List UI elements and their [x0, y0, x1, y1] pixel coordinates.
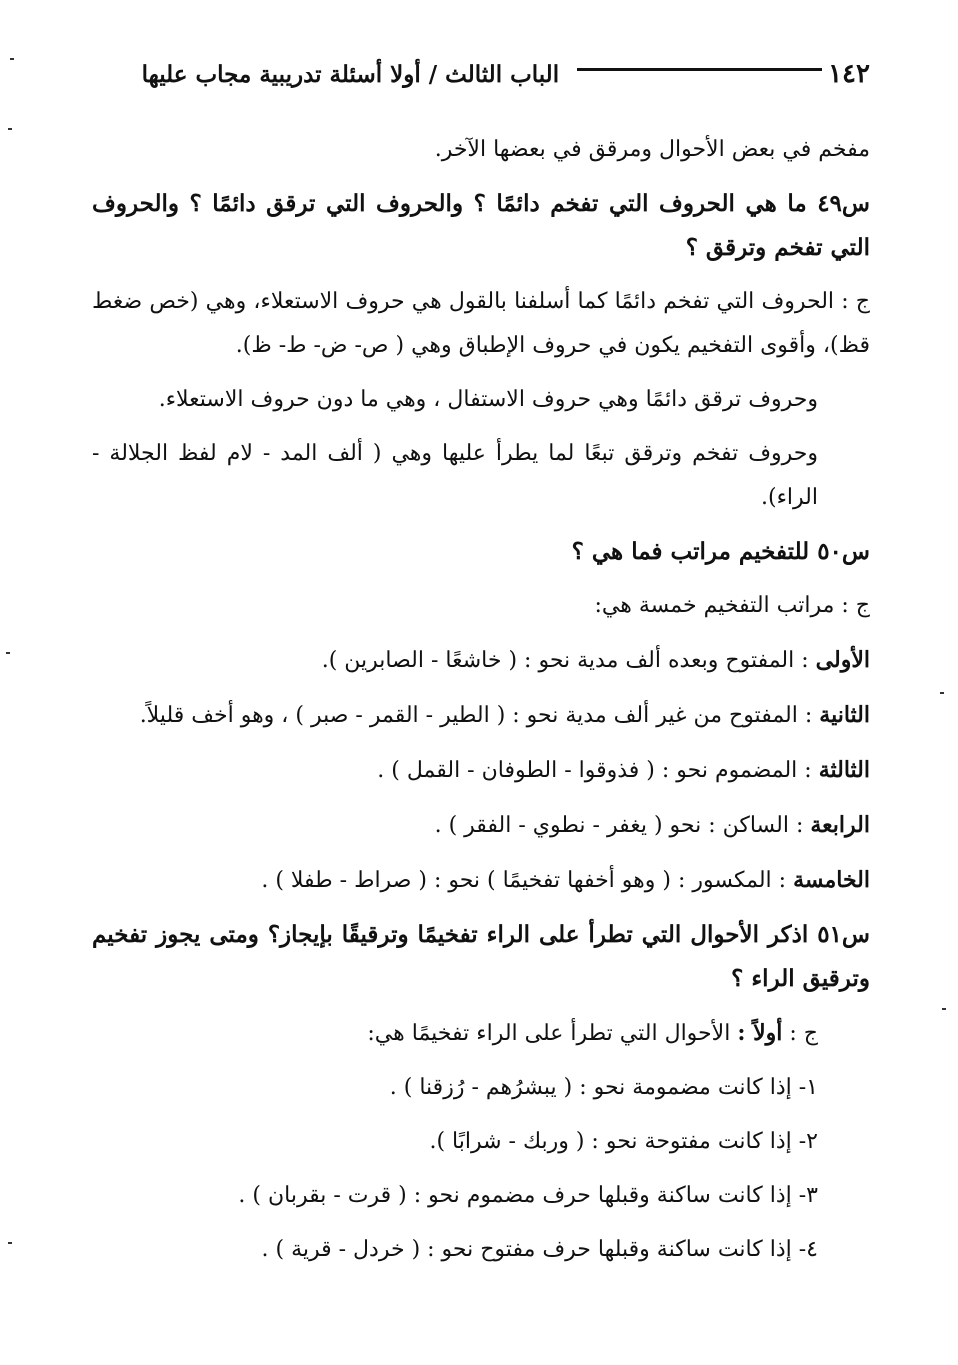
rank-3-label: الثالثة — [818, 757, 870, 783]
answer-50-intro: ج : مراتب التفخيم خمسة هي: — [594, 593, 870, 618]
intro-paragraph: مفخم في بعض الأحوال ومرقق في بعضها الآخر. — [434, 137, 870, 162]
rank-2 — [92, 693, 870, 738]
answer-49-part-2: وحروف ترقق دائمًا وهي حروف الاستفال ، وهي ما دون حروف الاستعلاء. — [158, 387, 818, 412]
question-49: س٤٩ ما هي الحروف التي تفخم دائمًا ؟ والحروف التي ترقق دائمًا ؟ والحروف التي تفخم وترقق ؟ — [92, 190, 870, 261]
rank-5 — [92, 858, 870, 903]
rank-2-text: : المفتوح من غير ألف مدية نحو : ( الطير - القمر - صبر ) ، وهو أخف قليلاً. — [139, 703, 813, 728]
question-50: س٥٠ للتفخيم مراتب فما هي ؟ — [571, 538, 870, 565]
rank-3-text: : المضموم نحو : ( فذوقوا - الطوفان - القمل ) . — [377, 758, 812, 783]
rank-4-label: الرابعة — [810, 812, 870, 838]
header-rule — [577, 68, 822, 71]
page-number: ١٤٢ — [828, 59, 870, 89]
rank-5-text: : المكسور : ( وهو أخفها تفخيمًا ) نحو : ( صراط - طفلا ) . — [261, 868, 787, 893]
rank-3 — [92, 748, 870, 793]
rank-1-label: الأولى — [815, 647, 870, 673]
page-content — [92, 128, 870, 1272]
scan-speck — [6, 652, 10, 654]
answer-51-intro-text: الأحوال التي تطرأ على الراء تفخيمًا هي: — [367, 1021, 731, 1046]
scan-speck — [940, 692, 944, 694]
running-header — [92, 52, 870, 96]
rank-4-text: : الساكن : نحو ( يغفر - نطوي - الفقر ) . — [434, 813, 804, 838]
answer-49-part-1: ج : الحروف التي تفخم دائمًا كما أسلفنا بالقول هي حروف الاستعلاء، وهي (خص ضغط قظ)، وأقوى التفخيم يكون في حروف الإطباق وهي ( ص- ض- ط- ظ). — [92, 289, 870, 358]
list-item: ٢- إذا كانت مفتوحة نحو : ( وربك - شرابًا ). — [429, 1129, 818, 1154]
rank-1-text: : المفتوح وبعده ألف مدية نحو : ( خاشعًا - الصابرين ). — [321, 648, 809, 673]
question-51: س٥١ اذكر الأحوال التي تطرأ على الراء تفخيمًا وترقيقًا بإيجاز؟ ومتى يجوز تفخيم وترقيق الراء ؟ — [92, 921, 870, 992]
list-item: ٣- إذا كانت ساكنة وقبلها حرف مضموم نحو : ( قرت - بقربان ) . — [238, 1183, 818, 1208]
scan-speck — [942, 1008, 946, 1010]
scan-speck — [10, 58, 14, 60]
rank-5-label: الخامسة — [793, 867, 870, 893]
rank-4 — [92, 803, 870, 848]
list-item: ٤- إذا كانت ساكنة وقبلها حرف مفتوح نحو : ( خردل - قرية ) . — [261, 1237, 818, 1262]
header-title: الباب الثالث / أولا أسئلة تدريبية مجاب عليها — [141, 60, 560, 88]
scan-speck — [8, 1242, 12, 1244]
answer-51-prefix: ج : — [789, 1021, 818, 1046]
list-item: ١- إذا كانت مضمومة نحو : ( يبشرُهم - رُزقنا ) . — [389, 1075, 818, 1100]
rank-2-label: الثانية — [819, 702, 870, 728]
scan-speck — [8, 128, 12, 130]
answer-51-label: أولاً : — [737, 1020, 783, 1046]
answer-51-intro — [92, 1011, 870, 1056]
answer-49-part-3: وحروف تفخم وترقق تبعًا لما يطرأ عليها وهي ( ألف المد - لام لفظ الجلالة - الراء). — [92, 441, 818, 510]
rank-1 — [92, 638, 870, 683]
